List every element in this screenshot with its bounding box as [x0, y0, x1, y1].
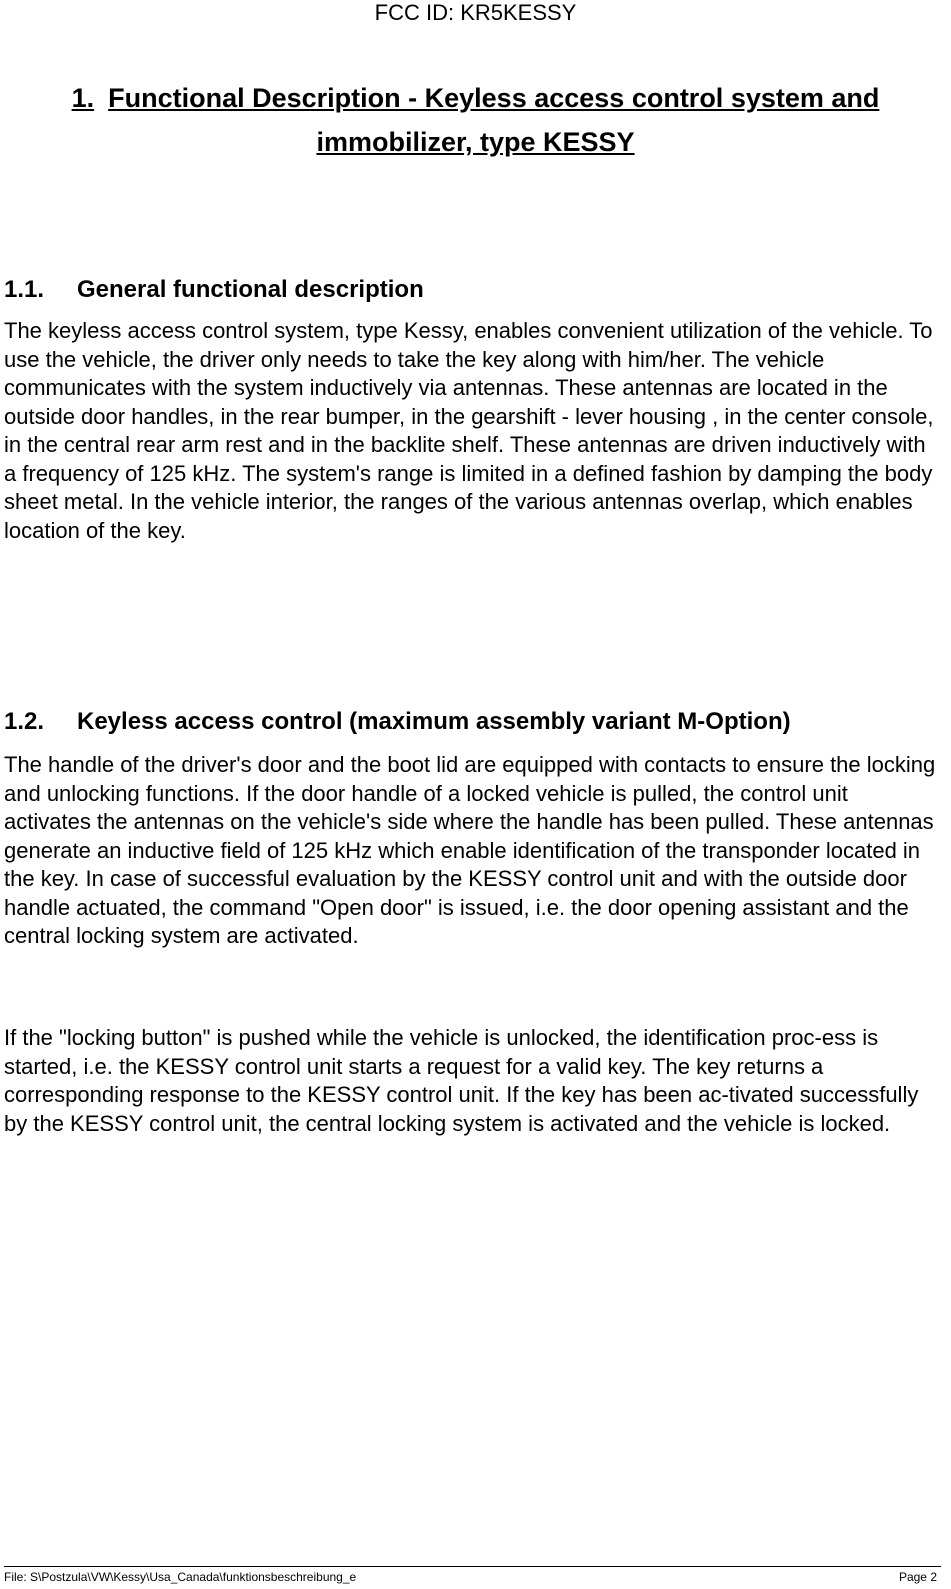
title-line-1: Functional Description - Keyless access control system and	[108, 83, 880, 113]
title-line-2: immobilizer, type KESSY	[316, 127, 635, 157]
footer-page-number: Page 2	[898, 1570, 937, 1584]
section-title: Keyless access control (maximum assembly variant M-Option)	[77, 708, 791, 735]
section-number: 1.1.	[4, 276, 45, 303]
fcc-id-header: FCC ID: KR5KESSY	[374, 0, 577, 25]
footer-divider	[4, 1566, 941, 1567]
footer-file-path: File: S\Postzula\VW\Kessy\Usa_Canada\funktionsbeschreibung_e	[4, 1570, 357, 1584]
document-title	[0, 76, 951, 164]
section-1-1-paragraph: The keyless access control system, type Kessy, enables convenient utilization of the vehicle. To use the vehicle, the driver only needs to take the key along with him/her. The vehicle communicates with the system inductively via antennas. These antennas are located in the outside door handles, in the rear bumper, in the gearshift - lever housing , in the center console, in the central rear arm rest and in the backlite shelf. These antennas are driven inductively with a frequency of 125 kHz. The system's range is limited in a defined fashion by damping the body sheet metal. In the vehicle interior, the ranges of the various antennas overlap, which enables location of the key.	[4, 318, 934, 543]
section-heading-1-1	[4, 276, 424, 304]
title-number: 1.	[71, 83, 95, 113]
section-1-2-paragraph-2: If the "locking button" is pushed while the vehicle is unlocked, the identification proc-ess is started, i.e. the KESSY control unit starts a request for a valid key. The key returns a corresponding response to the KESSY control unit. If the key has been ac-tivated successfully by the KESSY control unit, the central locking system is activated and the vehicle is locked.	[4, 1025, 919, 1136]
section-title: General functional description	[77, 276, 424, 303]
section-1-2-paragraph-1: The handle of the driver's door and the boot lid are equipped with contacts to ensure the locking and unlocking functions. If the door handle of a locked vehicle is pulled, the control unit activates the antennas on the vehicle's side where the handle has been pulled. These antennas generate an inductive field of 125 kHz which enable identification of the transponder located in the key. In case of successful evaluation by the KESSY control unit and with the outside door handle actuated, the command "Open door" is issued, i.e. the door opening assistant and the central locking system are activated.	[4, 752, 936, 948]
section-number: 1.2.	[4, 708, 45, 735]
section-heading-1-2	[4, 708, 791, 736]
